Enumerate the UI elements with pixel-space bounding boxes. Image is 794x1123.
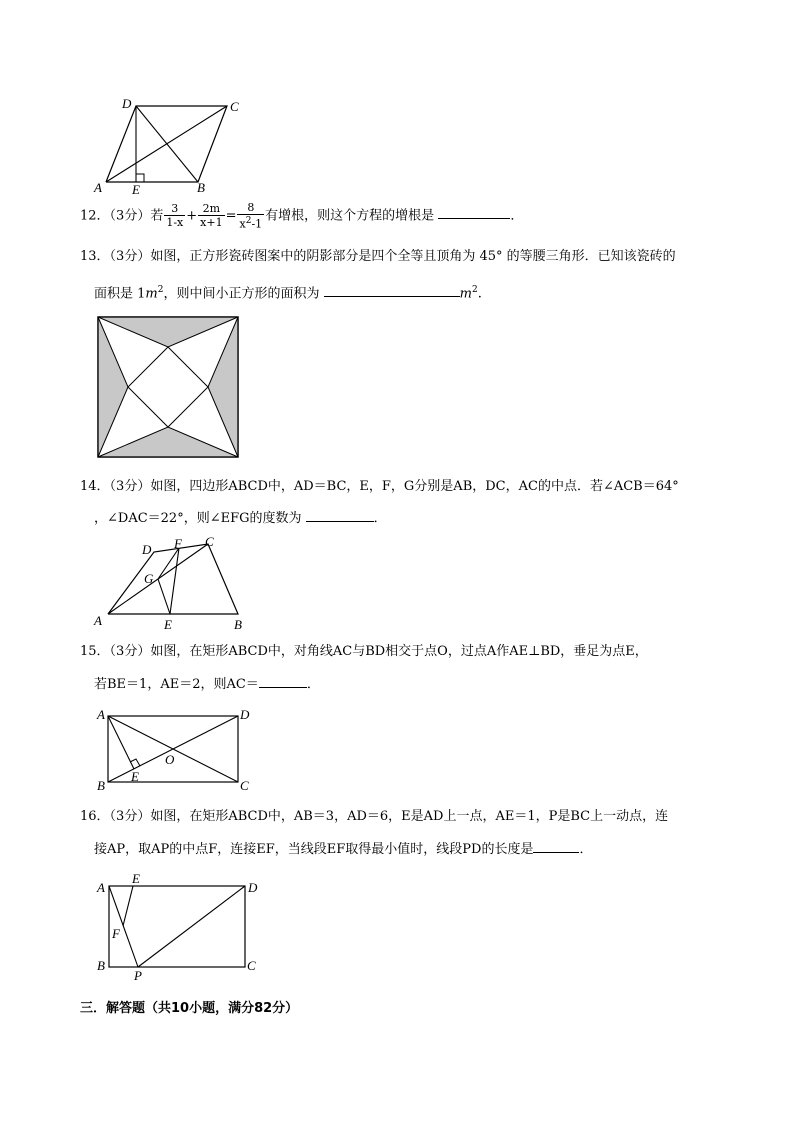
- q13-unit-1: m: [145, 286, 158, 302]
- fraction-1: [164, 202, 185, 229]
- q12-end: ．: [510, 208, 524, 224]
- figure-square-tile: [97, 316, 241, 460]
- q16-end: ．: [579, 842, 593, 857]
- q15-question-text: 若BE＝1，AE＝2，则AC＝: [94, 677, 259, 692]
- question-16-line-2: [94, 838, 593, 861]
- label-d: D: [248, 880, 258, 895]
- perpendicular-ae: [108, 716, 134, 769]
- q12-text: 有增根，则这个方程的增根是: [265, 208, 435, 224]
- label-b: B: [97, 778, 105, 793]
- label-c: C: [205, 534, 214, 549]
- q13-area-text: 面积是 1: [94, 286, 146, 302]
- fraction-2-denominator: x+1: [200, 216, 223, 230]
- plus-sign: +: [186, 208, 198, 224]
- question-13-line-2: [94, 279, 482, 305]
- q14-end: ．: [373, 511, 387, 526]
- label-e: E: [131, 769, 139, 784]
- label-c: C: [247, 958, 256, 973]
- label-d: D: [122, 96, 132, 111]
- question-15-line-1: 15．（3分）如图，在矩形ABCD中，对角线AC与BD相交于点O，过点A作AE⊥BD，垂足为点E，: [80, 644, 648, 659]
- q16-question-text: 接AP，取AP的中点F，连接EF，当线段EF取得最小值时，线段PD的长度是: [94, 842, 534, 857]
- question-13-line-1: 13．（3分）如图，正方形瓷砖图案中的阴影部分是四个全等且顶角为 45° 的等腰三角形．已知该瓷砖的: [80, 249, 676, 264]
- quadrilateral-outline: [108, 544, 238, 614]
- question-16-line-1: 16．（3分）如图，在矩形ABCD中，AB＝3，AD＝6，E是AD上一点，AE＝1，P是BC上一动点，连: [80, 809, 669, 824]
- segment-pd: [138, 886, 245, 967]
- question-14-line-1: 14．（3分）如图，四边形ABCD中，AD＝BC，E，F，G分别是AB，DC，AC的中点．若∠ACB＝64°: [80, 479, 679, 494]
- segment-ef: [123, 886, 133, 926]
- answer-blank-15[interactable]: [259, 673, 307, 688]
- section-heading: 三．解答题（共10小题，满分82分）: [80, 1001, 299, 1016]
- answer-blank-12[interactable]: [438, 204, 510, 219]
- label-a: A: [94, 180, 102, 195]
- fraction-3-tail: -1: [251, 217, 263, 231]
- q13-question-text: ，则中间小正方形的面积为: [163, 286, 320, 302]
- fraction-3: [237, 201, 264, 231]
- fraction-3-numerator: 8: [237, 201, 264, 215]
- fraction-3-exponent: 2: [245, 216, 252, 226]
- diagonal-db: [136, 106, 198, 182]
- right-angle-mark: [136, 174, 144, 182]
- label-c: C: [230, 99, 239, 114]
- fraction-2-numerator: 2m: [198, 202, 224, 216]
- q15-end: ．: [306, 677, 320, 692]
- label-f: F: [112, 926, 120, 941]
- label-e: E: [164, 617, 172, 632]
- label-p: P: [134, 968, 142, 983]
- label-a: A: [97, 880, 105, 895]
- question-14-line-2: [94, 507, 387, 530]
- label-a: A: [94, 613, 102, 628]
- segment-ge: [158, 579, 170, 614]
- question-12: [80, 201, 523, 231]
- label-b: B: [234, 617, 242, 632]
- fraction-1-denominator: 1-x: [166, 216, 184, 230]
- label-d: D: [240, 707, 250, 722]
- answer-blank-16[interactable]: [533, 838, 579, 853]
- figure-rectangle-15: [94, 706, 264, 796]
- fraction-2: [198, 202, 224, 229]
- figure-quadrilateral: [94, 534, 254, 632]
- q13-unit-1-exp: 2: [157, 285, 164, 295]
- label-e: E: [132, 182, 140, 197]
- equals-sign: =: [225, 208, 237, 224]
- q13-unit-2: m: [459, 286, 472, 302]
- segment-fe: [170, 548, 179, 614]
- label-e: E: [132, 871, 140, 886]
- label-o: O: [165, 752, 175, 767]
- figure-parallelogram: [92, 96, 252, 197]
- answer-blank-14[interactable]: [306, 507, 374, 522]
- q13-unit-2-exp: 2: [471, 285, 478, 295]
- label-a: A: [97, 707, 105, 722]
- fraction-3-denominator: [237, 215, 264, 231]
- fraction-1-numerator: 3: [164, 202, 185, 216]
- question-15-line-2: [94, 673, 320, 696]
- q12-prefix: 12．（3分）若: [80, 208, 164, 224]
- label-b: B: [97, 958, 105, 973]
- label-f: F: [174, 536, 182, 551]
- label-b: B: [197, 180, 205, 195]
- q13-end: .: [477, 286, 482, 302]
- label-g: G: [144, 571, 154, 586]
- figure-rectangle-16: [94, 872, 274, 982]
- q14-question-text: ，∠DAC＝22°，则∠EFG的度数为: [94, 511, 302, 526]
- answer-blank-13[interactable]: [324, 282, 460, 297]
- label-d: D: [142, 542, 152, 557]
- fraction-3-x: x: [239, 217, 246, 231]
- label-c: C: [240, 778, 249, 793]
